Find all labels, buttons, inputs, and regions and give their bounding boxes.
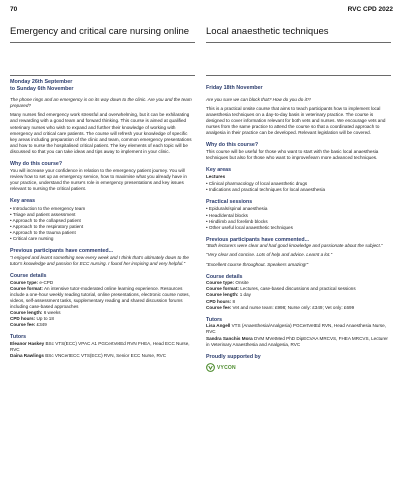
course-dates [206,75,391,92]
date-end: to Sunday 6th November [10,85,74,92]
why-body: You will increase your confidence in relation to the emergency patient journey. You will review how to set up an emergency service, how to maximise what you already have in your practice, understand the nurse's role in emergency presentations and key issues relevant to nursing the critical patient. [10,167,187,191]
course-title: Local anaesthetic techniques [206,26,391,43]
intro-question: Are you sure we can block that? How do you do it?! [206,96,311,102]
detail-label: CPD hours: [206,298,232,304]
detail-value: 6 weeks [42,310,61,315]
detail-value: Onsite [234,280,249,286]
practical-list [206,206,391,230]
detail-label: Course fee: [206,304,232,310]
list-item: • Hindlimb and forelimb blocks [206,219,391,225]
why-heading: Why do this course? [10,161,63,168]
course-title: Emergency and critical care nursing online [10,26,195,43]
page-number: 70 [10,6,18,13]
why-body: This course will be useful for those who want to start with the basic local anaesthesia techniques but also for those who want to improve/learn more advanced techniques. [206,148,379,160]
detail-label: Course length: [10,310,43,315]
list-item: • Clinical pharmacology of local anaesthetic drugs [206,181,391,187]
tutor-credentials: DVM MVetMed PhD DipECVAA MRCVS, FHEA MRCVS, Lecturer in Veterinary Anaesthesia and Analgesia, RVC [206,335,388,347]
sponsor-logo-text: VYCON [217,364,236,371]
tutor-entry [10,353,195,359]
left-course-column [10,26,195,359]
detail-line [10,286,195,310]
tutor-entry [206,336,391,348]
course-details [206,280,391,310]
previous-comments-heading: Previous participants have commented... [10,248,114,255]
detail-value: e-CPD [38,279,54,285]
tutor-name: Sandra Sanchis Mora [206,335,253,341]
course-details [10,280,195,329]
tutor-entry [10,341,195,353]
tutor-name: Daina Rawlings [10,353,44,359]
tutor-list [10,341,195,359]
right-course-column [206,26,391,372]
detail-label: Course fee: [10,322,36,328]
sponsor-logo [206,363,391,372]
participant-quote: "I enjoyed and learnt something new every week and I think that's ultimately down to the tutor's knowledge and passion for ECC nursing. I found her inspiring and very helpful." [10,254,189,266]
detail-label: Course type: [206,280,235,286]
detail-label: Course type: [10,279,39,285]
tutors-heading: Tutors [206,316,223,323]
detail-label: CPD hours: [10,316,36,322]
tutor-credentials: VTS (Anaesthesia/Analgesia) PGCertVetEd RVN, Head Anaesthesia Nurse, RVC [206,323,387,335]
detail-line [10,322,195,328]
list-item: • Introduction to the emergency team [10,206,195,212]
detail-value: 1 day [238,292,251,298]
list-item: • Epidurals/spinal anaesthesia [206,206,391,212]
tutor-name: Eleanor Haskey [10,340,45,346]
tutor-entry [206,323,391,335]
list-item: • Head/dental blocks [206,213,391,219]
participant-quote: "Excellent course throughout. Speakers amazing!" [206,261,309,267]
tutor-list [206,323,391,347]
date-start: Monday 26th September [10,79,73,85]
detail-label: Course length: [206,292,239,298]
sponsor-heading: Proudly supported by [206,353,261,360]
key-areas-heading: Key areas [10,198,36,204]
list-item: • Indications and practical techniques for local anaesthesia [206,187,391,193]
detail-value: Vet and nurse team: £998; Nurse only: £349; Vet only: £699 [231,304,355,310]
intro-body: Many nurses find emergency work stressful and overwhelming, but it can be exhilarating and rewarding with a good team and forward thinking. This course is aimed at qualified veterinary nurses who wish to expand and further their knowledge of working with emergency and critical care patients. The course will refresh your knowledge of specific key areas including preparation of the clinic and team, common emergency presentations and how to nurse the hospitalised critical patient. The key elements of each topic will be discussed so that you can take ideas and tips away to implement in your clinic. [10,112,192,154]
detail-value: 8 [231,298,236,304]
list-item: • Other useful local anaesthetic techniques [206,225,391,231]
date-single: Friday 18th November [206,85,263,91]
detail-value: Up to 18 [35,316,54,322]
previous-comments-heading: Previous participants have commented... [206,236,310,243]
tutor-name: Lisa Angell [206,323,231,329]
tutors-heading: Tutors [10,334,27,341]
detail-value: £349 [35,322,47,328]
detail-label: Course format: [206,286,239,292]
key-areas-heading: Key areas [206,166,232,173]
detail-value: Lectures, case-based discussions and practical sessions [238,286,356,292]
lectures-label: Lectures [206,173,226,179]
tutor-credentials: BSc VNCertECC VTS(ECC) RVN, Senior ECC Nurse, RVC [43,353,167,359]
list-item: • Approach to the trauma patient [10,230,195,236]
course-details-heading: Course details [206,273,243,280]
list-item: • Critical care nursing [10,236,195,242]
vycon-logo-icon [206,363,215,372]
why-heading: Why do this course? [206,142,259,149]
practical-sessions-heading: Practical sessions [206,198,253,205]
tutor-credentials: BSc VTS(ECC) VPAC A1 PGCertVetEd RVN FHEA, Head ECC Nurse, RVC [10,340,190,352]
intro-body: This is a practical onsite course that aims to teach participants how to implement local anaesthesia techniques on a day-to-day basis in veterinary practice. The course is designed to cover information relevant for both vets and nurses. We encourage vets and nurses from the same practice to attend the course so that a coordinated approach to analgesia in their practice can be developed. Relevant legislation will be covered. [206,105,386,136]
list-item: • Approach to the collapsed patient [10,218,195,224]
participant-quote: "Both lecturers were clear and had good knowledge and passionate about the subject." [206,243,383,249]
publication-name: RVC CPD 2022 [347,6,393,13]
lectures-list [206,181,391,193]
detail-value: An intensive tutor-moderated online learning experience. Resources include a one-hour weekly reading tutorial, online presentations, electronic course notes, videos, self-assessment tasks, supplementary reading and shared discussion forums including case-based approaches [10,285,190,309]
intro-question: The phone rings and an emergency is on its way down to the clinic. Are you and the team prepared? [10,97,192,109]
course-details-heading: Course details [10,272,47,279]
list-item: • Triage and patient assessment [10,212,195,218]
detail-label: Course format: [10,285,43,291]
participant-quote: "Very clear and concise. Lots of help and advice. Learnt a lot." [206,252,333,258]
page-header [10,6,393,13]
detail-line [206,305,391,311]
list-item: • Approach to the respiratory patient [10,224,195,230]
course-dates [10,75,195,92]
key-areas-list [10,206,195,243]
